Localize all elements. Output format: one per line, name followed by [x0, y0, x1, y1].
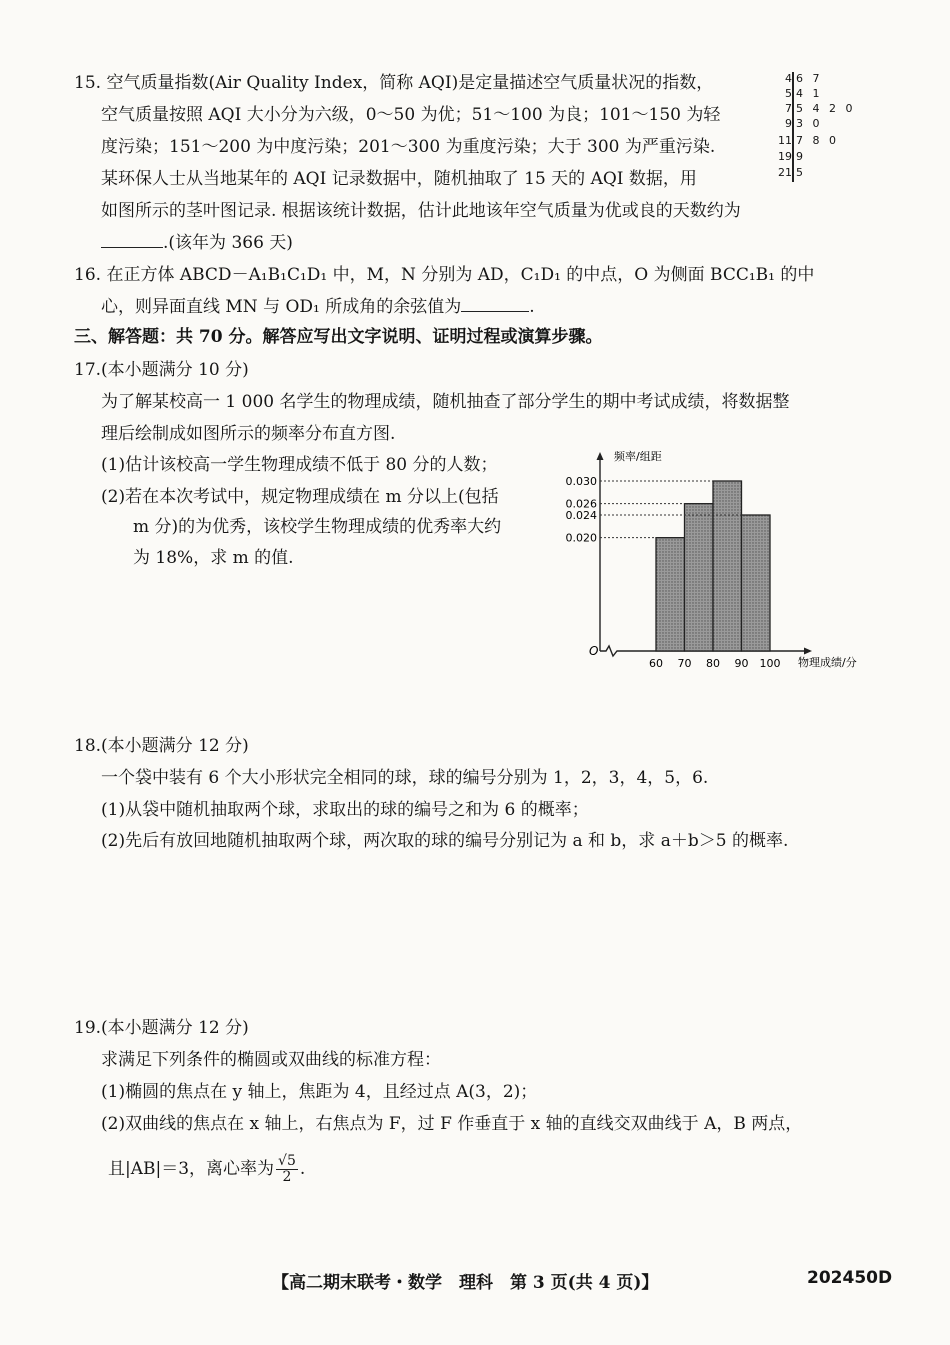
q15-line-6-text: .(该年为 366 天)	[163, 233, 293, 253]
answer-blank	[101, 233, 163, 248]
q19-line-4-text: 且|AB|＝3，离心率为	[108, 1159, 275, 1179]
q15-line-2: 空气质量按照 AQI 大小分为六级，0～50 为优；51～100 为良；101～150 为轻	[101, 105, 721, 125]
fraction-numerator: √5	[278, 1153, 296, 1169]
stem: 21	[778, 166, 792, 179]
leaves: 7 8 0	[796, 134, 836, 147]
q18-header: 18.(本小题满分 12 分)	[74, 736, 249, 756]
stem-leaf-plot	[770, 72, 890, 184]
q17-part-2a: (2)若在本次考试中，规定物理成绩在 m 分以上(包括	[101, 487, 499, 507]
stem-leaf-row	[770, 134, 890, 148]
x-axis-label: 物理成绩/分	[798, 656, 857, 669]
page-footer: 【高二期末联考・数学 理科 第 3 页(共 4 页)】	[272, 1273, 659, 1293]
leaves: 9	[796, 150, 803, 163]
q15-line-6	[101, 232, 293, 254]
y-axis-label: 频率/组距	[614, 450, 662, 463]
histogram-bar	[742, 515, 771, 651]
q19-line-3: (2)双曲线的焦点在 x 轴上，右焦点为 F，过 F 作垂直于 x 轴的直线交双曲线于 A，B 两点，	[101, 1114, 803, 1134]
x-tick-label: 90	[734, 657, 749, 670]
q15-line-4: 某环保人士从当地某年的 AQI 记录数据中，随机抽取了 15 天的 AQI 数据，用	[101, 169, 697, 189]
q19-line-1: 求满足下列条件的椭圆或双曲线的标准方程：	[101, 1050, 441, 1070]
stem: 9	[785, 117, 792, 130]
q18-line-3: (2)先后有放回地随机抽取两个球，两次取的球的编号分别记为 a 和 b，求 a＋b＞5 的概率.	[101, 831, 789, 851]
stem-leaf-row	[770, 166, 890, 180]
q17-intro-2: 理后绘制成如图所示的频率分布直方图.	[101, 424, 396, 444]
stem-leaf-row	[770, 117, 890, 131]
stem: 19	[778, 150, 792, 163]
y-axis-arrow	[597, 452, 604, 460]
answer-blank	[461, 297, 529, 312]
fraction-denominator: 2	[282, 1169, 292, 1185]
eccentricity-fraction	[276, 1154, 298, 1185]
q19-line-2: (1)椭圆的焦点在 y 轴上，焦距为 4，且经过点 A(3，2)；	[101, 1082, 538, 1102]
q17-part-1: (1)估计该校高一学生物理成绩不低于 80 分的人数；	[101, 455, 498, 475]
histogram-bar	[685, 504, 714, 651]
y-tick-label: 0.024	[565, 509, 597, 522]
q19-header: 19.(本小题满分 12 分)	[74, 1018, 249, 1038]
x-tick-label: 60	[649, 657, 663, 670]
q15-line-1: 15. 空气质量指数(Air Quality Index，简称 AQI)是定量描述空气质量状况的指数，	[74, 73, 714, 93]
stem: 7	[785, 102, 792, 115]
leaves: 6 7	[796, 72, 820, 85]
y-tick-label: 0.020	[565, 531, 597, 545]
x-tick-label: 80	[706, 657, 720, 670]
histogram-bar	[713, 481, 742, 651]
frequency-histogram	[560, 446, 890, 676]
leaves: 4 1	[796, 87, 820, 100]
leaves: 5 4 2 0	[796, 102, 853, 115]
page-code: 202450D	[807, 1268, 893, 1288]
x-tick-label: 70	[677, 657, 692, 670]
q17-part-2b: m 分)的为优秀，该校学生物理成绩的优秀率大约	[133, 517, 502, 537]
stem: 5	[785, 87, 792, 100]
stem: 4	[785, 72, 792, 85]
x-axis-arrow	[804, 648, 812, 655]
q15-line-3: 度污染；151～200 为中度污染；201～300 为重度污染；大于 300 为严重污染.	[101, 137, 716, 157]
q17-header: 17.(本小题满分 10 分)	[74, 360, 249, 380]
leaves: 3 0	[796, 117, 820, 130]
stem-leaf-row	[770, 87, 890, 101]
q17-part-2c: 为 18%，求 m 的值.	[133, 548, 294, 568]
y-tick-label: 0.026	[565, 497, 597, 511]
stem-leaf-row	[770, 72, 890, 86]
stem: 11	[778, 134, 792, 147]
histogram-bar	[656, 538, 685, 651]
stem-leaf-row	[770, 102, 890, 116]
q19-line-4-end: .	[299, 1159, 306, 1179]
q16-line-2-end: .	[529, 297, 535, 317]
q16-line-2	[101, 296, 535, 318]
q16-line-1: 16. 在正方体 ABCD－A₁B₁C₁D₁ 中，M，N 分别为 AD，C₁D₁ 的中点，O 为侧面 BCC₁B₁ 的中	[74, 265, 815, 285]
stem-leaf-row	[770, 150, 890, 164]
x-tick-label: 100	[759, 657, 781, 670]
q16-line-2-text: 心，则异面直线 MN 与 OD₁ 所成角的余弦值为	[101, 297, 462, 317]
q15-line-5: 如图所示的茎叶图记录. 根据该统计数据，估计此地该年空气质量为优或良的天数约为	[101, 201, 741, 221]
y-tick-label: 0.030	[565, 475, 597, 488]
q17-intro-1: 为了解某校高一 1 000 名学生的物理成绩，随机抽查了部分学生的期中考试成绩，将数据整	[101, 392, 790, 412]
origin-label: O	[589, 644, 599, 658]
section-3-title: 三、解答题：共 70 分。解答应写出文字说明、证明过程或演算步骤。	[74, 327, 603, 347]
leaves: 5	[796, 166, 803, 179]
q18-line-2: (1)从袋中随机抽取两个球，求取出的球的编号之和为 6 的概率；	[101, 800, 589, 820]
q18-line-1: 一个袋中装有 6 个大小形状完全相同的球，球的编号分别为 1，2，3，4，5，6.	[101, 768, 709, 788]
q19-line-4	[108, 1152, 305, 1186]
